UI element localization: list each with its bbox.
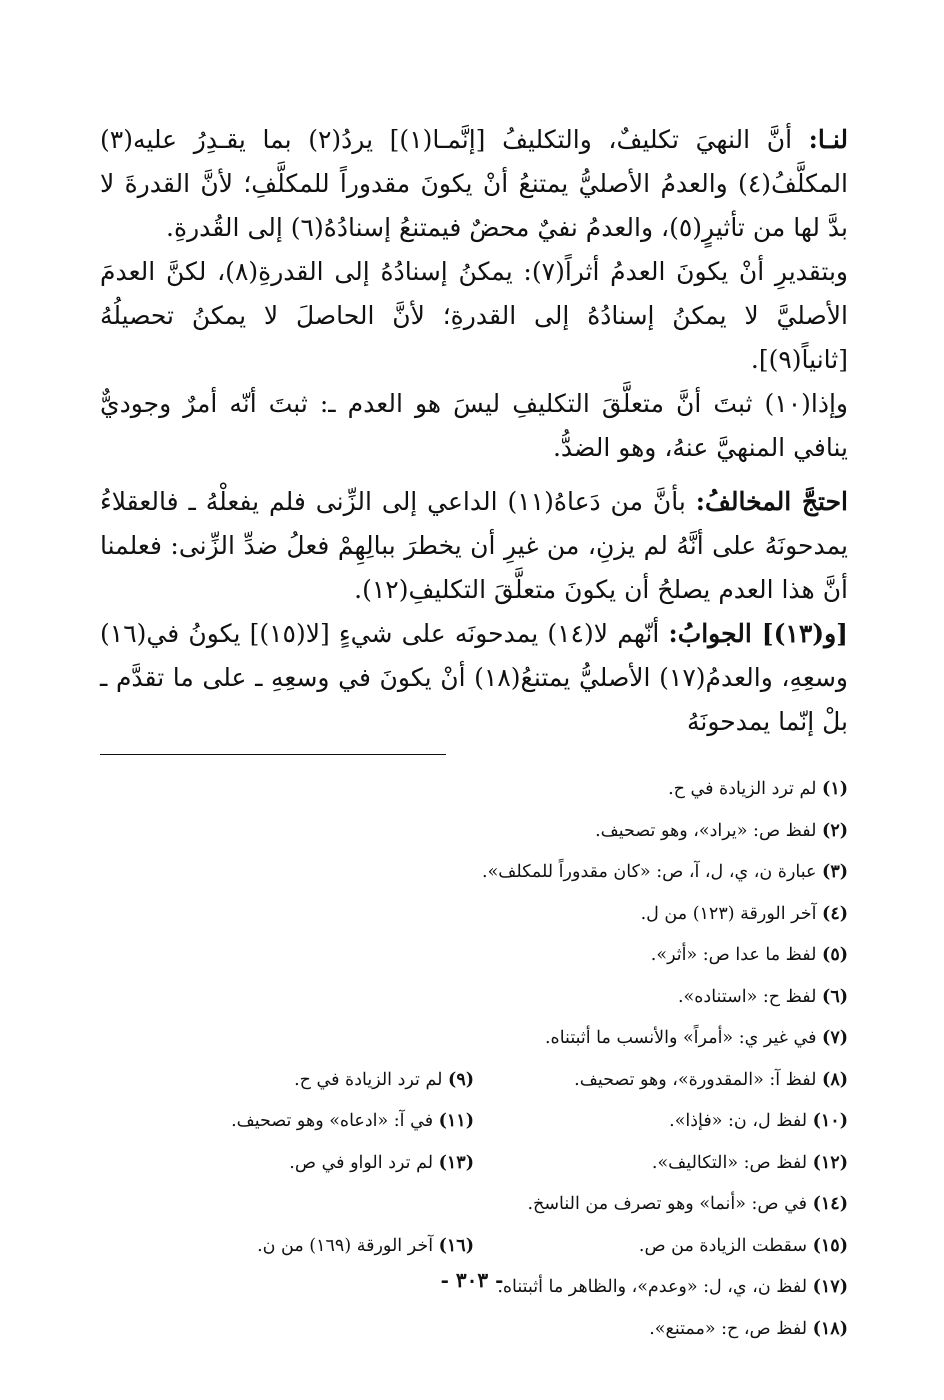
footnote-text: آخر الورقة (١٢٣) من ل. bbox=[640, 903, 823, 924]
paragraph-text: أنّهم لا(١٤) يمدحونَه على شيءٍ [لا(١٥)] يكونُ في(١٦) وسعِهِ، والعدمُ(١٧) الأصليُّ يمتنعُ(١٨) أنْ يكونَ في وسعِهِ ـ على ما تقدَّم ـ بلْ إنّما يمدحونَهُ bbox=[100, 619, 848, 736]
paragraph-supposition bbox=[100, 250, 848, 382]
main-text bbox=[100, 118, 848, 744]
footnote-number: (٦) bbox=[822, 986, 848, 1007]
footnote-number: (١٨) bbox=[812, 1318, 848, 1339]
footnote-row bbox=[100, 1018, 848, 1060]
footnote-15 bbox=[474, 1226, 848, 1268]
footnote-6 bbox=[474, 977, 848, 1019]
footnote-number: (١٢) bbox=[812, 1152, 848, 1173]
footnote-number: (١٦) bbox=[438, 1235, 474, 1256]
footnote-number: (١٣) bbox=[438, 1152, 474, 1173]
footnote-4 bbox=[474, 894, 848, 936]
page-number: - ٣٠٣ - bbox=[440, 1268, 504, 1292]
footnote-14 bbox=[474, 1184, 848, 1226]
footnote-text: لفظ ص: «التكاليف». bbox=[651, 1152, 813, 1173]
footnote-number: (١٥) bbox=[812, 1235, 848, 1256]
footnote-row bbox=[100, 1060, 848, 1102]
footnote-text: لفظ ل، ن: «فإذا». bbox=[669, 1111, 813, 1131]
footnote-number: (٩) bbox=[448, 1069, 474, 1090]
footnote-number: (٢) bbox=[822, 820, 848, 841]
paragraph-lead: [و(١٣)] الجوابُ: bbox=[668, 619, 849, 648]
footnotes bbox=[100, 769, 848, 1350]
footnote-18 bbox=[474, 1309, 848, 1351]
footnote-text: لفظ ن، ي، ل: «وعدم»، والظاهر ما أثبتناه. bbox=[497, 1277, 813, 1297]
footnote-text: لفظ ح: «استناده». bbox=[677, 986, 823, 1007]
footnote-text: لم ترد الزيادة في ح. bbox=[668, 779, 823, 799]
footnote-9 bbox=[100, 1060, 474, 1102]
footnote-text: لفظ آ: «المقدورة»، وهو تصحيف. bbox=[574, 1069, 823, 1090]
footnote-divider bbox=[100, 754, 446, 755]
footnote-11 bbox=[100, 1101, 474, 1143]
footnote-row bbox=[100, 811, 848, 853]
paragraph-text: أنَّ النهيَ تكليفٌ، والتكليفُ [إنَّمـا(١)] يردُ(٢) بما يقـدِرُ عليه(٣) المكلَّفُ(٤) والعدمُ الأصليُّ يمتنعُ أنْ يكونَ مقدوراً للمكلَّفِ؛ لأنَّ القدرةَ لا بدَّ لها من تأثيرٍ(٥)، والعدمُ نفيٌ محضٌ فيمتنعُ إسنادُهُ(٦) إلى القُدرةِ. bbox=[100, 125, 848, 242]
footnote-text: في ص: «أنما» وهو تصرف من الناسخ. bbox=[527, 1194, 813, 1214]
footnote-text: عبارة ن، ي، ل، آ، ص: «كان مقدوراً للمكلف». bbox=[482, 862, 823, 882]
footnote-row bbox=[100, 852, 848, 894]
footnote-row bbox=[100, 935, 848, 977]
paragraph-text: بأنَّ من دَعاهُ(١١) الداعي إلى الزِّنى فلم يفعلْهُ ـ فالعقلاءُ يمدحونَهُ على أنَّهُ لم يزنِ، من غيرِ أن يخطرَ ببالِهِمْ فعلُ ضدِّ الزِّنى: فعلمنا أنَّ هذا العدم يصلحُ أن يكونَ متعلَّقَ التكليفِ(١٢). bbox=[100, 487, 848, 604]
paragraph-lead: احتجَّ المخالفُ: bbox=[695, 487, 849, 516]
footnote-text: في غير ي: «أمراً» والأنسب ما أثبتناه. bbox=[544, 1028, 823, 1048]
footnote-text: لفظ ص، ح: «ممتنع». bbox=[649, 1318, 813, 1339]
footnote-number: (١٧) bbox=[812, 1277, 848, 1297]
footnote-row bbox=[100, 1143, 848, 1185]
footnote-row bbox=[100, 1309, 848, 1351]
footnote-number: (٨) bbox=[822, 1069, 848, 1090]
footnote-10 bbox=[474, 1101, 848, 1143]
paragraph-lead: لنـا: bbox=[808, 125, 849, 154]
paragraph-text: وبتقديرِ أنْ يكونَ العدمُ أثراً(٧): يمكنُ إسنادُهُ إلى القدرةِ(٨)، لكنَّ العدمَ الأصليَّ لا يمكنُ إسنادُهُ إلى القدرةِ؛ لأنَّ الحاصلَ لا يمكنُ تحصيلُهُ [ثانياً(٩)]. bbox=[100, 257, 848, 374]
paragraph-conclusion bbox=[100, 382, 848, 470]
footnote-text: لفظ ما عدا ص: «أثر». bbox=[650, 945, 823, 965]
footnote-12 bbox=[474, 1143, 848, 1185]
footnote-number: (٥) bbox=[822, 945, 848, 965]
footnote-8 bbox=[474, 1060, 848, 1102]
footnote-text: في آ: «ادعاه» وهو تصحيف. bbox=[231, 1111, 439, 1131]
footnote-13 bbox=[100, 1143, 474, 1185]
footnote-number: (٤) bbox=[822, 903, 848, 924]
paragraph-opponent bbox=[100, 480, 848, 612]
footnote-text: لم ترد الزيادة في ح. bbox=[294, 1069, 449, 1090]
footnote-5 bbox=[474, 935, 848, 977]
footnote-7 bbox=[474, 1018, 848, 1060]
footnote-row bbox=[100, 977, 848, 1019]
footnote-row bbox=[100, 1226, 848, 1268]
document-page bbox=[100, 118, 848, 1350]
footnote-number: (١) bbox=[822, 779, 848, 799]
footnote-text: لم ترد الواو في ص. bbox=[289, 1152, 439, 1173]
footnote-row bbox=[100, 1184, 848, 1226]
footnote-2 bbox=[474, 811, 848, 853]
footnote-number: (١٤) bbox=[812, 1194, 848, 1214]
paragraph-answer bbox=[100, 612, 848, 744]
footnote-number: (١٠) bbox=[812, 1111, 848, 1131]
footnote-row bbox=[100, 894, 848, 936]
footnote-text: لفظ ص: «يراد»، وهو تصحيف. bbox=[595, 820, 823, 841]
footnote-number: (٣) bbox=[822, 862, 848, 882]
footnote-3 bbox=[474, 852, 848, 894]
footnote-text: سقطت الزيادة من ص. bbox=[638, 1235, 813, 1256]
footnote-row bbox=[100, 769, 848, 811]
paragraph-our-argument bbox=[100, 118, 848, 250]
footnote-text: آخر الورقة (١٦٩) من ن. bbox=[257, 1235, 439, 1256]
footnote-16 bbox=[100, 1226, 474, 1268]
footnote-row bbox=[100, 1101, 848, 1143]
paragraph-text: وإذا(١٠) ثبتَ أنَّ متعلَّقَ التكليفِ ليسَ هو العدم ـ: ثبتَ أنّه أمرٌ وجوديٌّ ينافي المنهيَّ عنهُ، وهو الضدُّ. bbox=[100, 389, 848, 462]
footnote-number: (١١) bbox=[438, 1111, 474, 1131]
footnote-1 bbox=[474, 769, 848, 811]
footnote-number: (٧) bbox=[822, 1028, 848, 1048]
